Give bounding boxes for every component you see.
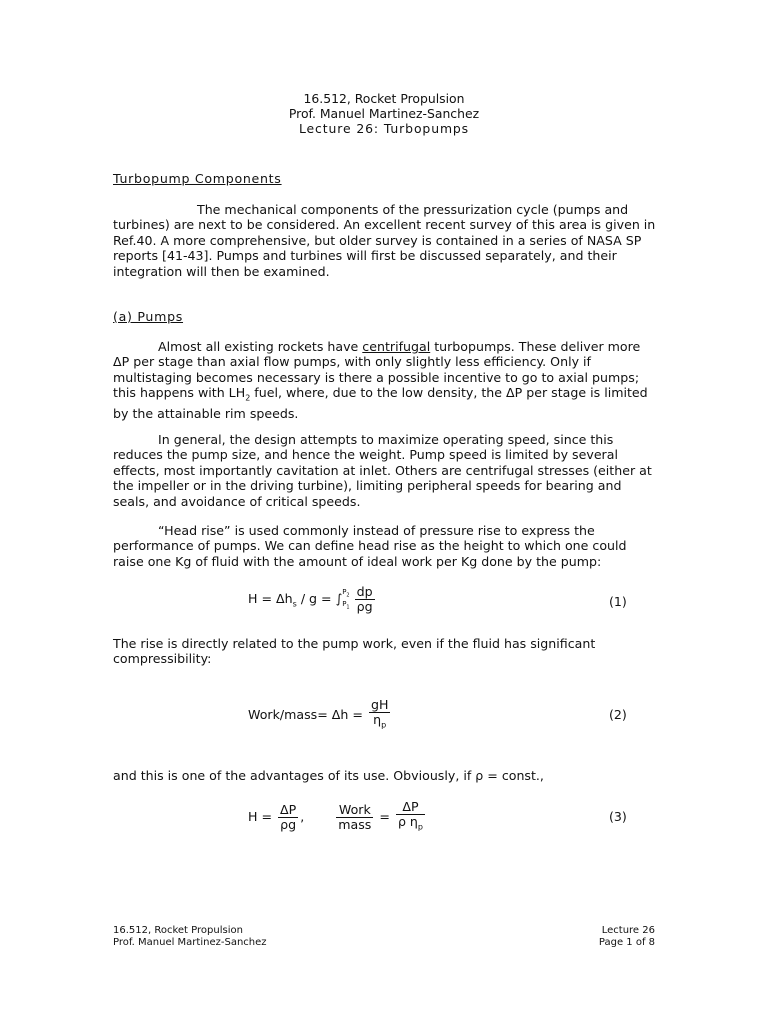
header-lecture-title: Lecture 26: Turbopumps: [298, 121, 470, 136]
eq2-lhs: Work/mass= Δh =: [248, 706, 367, 722]
eq1-denominator: ρg: [356, 599, 373, 614]
paragraph-rise: [113, 636, 661, 667]
paragraph-advantages-text: and this is one of the advantages of its use. Obviously, if ρ = const.,: [113, 768, 544, 783]
equation-3: [248, 800, 427, 835]
equation-1: [248, 585, 377, 614]
eq1-upper-limit: P: [342, 588, 347, 597]
section-title-pumps: (a) Pumps: [113, 309, 184, 324]
eq3-fraction-3: [396, 800, 425, 835]
equation-2-number: (2): [609, 707, 627, 722]
p1-part-b: turbopumps. These deliver more: [430, 339, 641, 354]
header-course: 16.512, Rocket Propulsion: [303, 91, 465, 106]
eq3-comma: ,: [300, 808, 305, 824]
eq2-denominator: [369, 713, 390, 733]
eq3-num1: ΔP: [280, 801, 297, 817]
header-professor: Prof. Manuel Martinez-Sanchez: [288, 106, 480, 121]
paragraph-design: [113, 432, 661, 509]
equation-3-number: (3): [609, 809, 627, 824]
paragraph-head-rise-text: “Head rise” is used commonly instead of pressure rise to express the performance of pumps. We can define head rise as the height to which one could raise one Kg of fluid with the amount of ideal work per Kg done by the pump:: [113, 523, 627, 569]
eq2-fraction: [369, 698, 390, 733]
eq2-eta: η: [373, 712, 382, 727]
eq3-fraction-1: [278, 803, 298, 832]
eq3-den1: ρg: [280, 816, 297, 832]
eq3-den2: mass: [338, 816, 372, 832]
p1-part-a: Almost all existing rockets have: [158, 339, 363, 354]
paragraph-rise-text: The rise is directly related to the pump work, even if the fluid has significant compressibility:: [113, 636, 596, 667]
footer-right-page: Page 1 of 8: [598, 937, 655, 948]
paragraph-intro-text: The mechanical components of the pressurization cycle (pumps and turbines) are next to be considered. An excellent recent survey of this area is given in Ref.40. A more comprehensive, but older survey is contained in a series of NASA SP reports [41-43]. Pumps and turbines will first be discussed separately, and their integration will then be examined.: [113, 202, 656, 279]
footer-left-professor: Prof. Manuel Martinez-Sanchez: [113, 937, 267, 948]
eq3-num3: ΔP: [396, 800, 425, 815]
eq3-den3: [396, 815, 425, 835]
paragraph-design-text: In general, the design attempts to maximize operating speed, since this reduces the pump size, and hence the weight. Pump speed is limited by several effects, most importantly cavitation at inlet. Others are centrifugal stresses (either at the impeller or in the driving turbine), limiting peripheral speeds for bearing and seals, and avoidance of critical speeds.: [113, 432, 652, 509]
eq1-lhs-sub: s: [292, 599, 297, 609]
paragraph-intro: [113, 202, 661, 279]
eq2-numerator: gH: [370, 697, 389, 712]
eq1-fraction: [355, 585, 375, 614]
eq2-eta-sub: p: [381, 720, 387, 730]
footer-left-course: 16.512, Rocket Propulsion: [113, 925, 243, 936]
equation-1-number: (1): [609, 594, 627, 609]
eq3-equals: =: [375, 808, 394, 824]
paragraph-head-rise: [113, 523, 661, 569]
eq3-fraction-2: [336, 803, 373, 832]
p1-centrifugal: centrifugal: [362, 339, 431, 354]
eq3-lhs: H =: [248, 808, 277, 824]
eq1-upper-limit-sub: 2: [346, 592, 350, 599]
p1-part-d: fuel, where, due to the low density, the ΔP per stage is limited by the attainable rim speeds.: [113, 385, 648, 422]
eq3-den3-sub: p: [417, 822, 423, 832]
p1-subscript: 2: [245, 393, 251, 403]
eq1-lower-limit-sub: 1: [346, 603, 350, 610]
paragraph-advantages: [113, 768, 661, 783]
footer-right-lecture: Lecture 26: [601, 925, 655, 936]
eq1-integral-limits: [342, 588, 349, 611]
paragraph-centrifugal: [113, 339, 661, 422]
eq3-den3-text: ρ η: [397, 814, 418, 829]
section-title-turbopump-components: Turbopump Components: [113, 171, 282, 186]
p1-part-c: ΔP per stage than axial flow pumps, with only slightly less efficiency. Only if multistaging becomes necessary is there a possible incentive to go to axial pumps; this happens with LH: [113, 354, 640, 401]
eq1-numerator: dp: [356, 584, 373, 599]
eq1-lhs: H = Δh: [248, 591, 293, 606]
equation-2: [248, 698, 392, 733]
eq1-lower-limit: P: [342, 599, 347, 608]
eq1-mid: / g = ∫: [296, 591, 343, 606]
eq3-num2: Work: [336, 803, 373, 818]
